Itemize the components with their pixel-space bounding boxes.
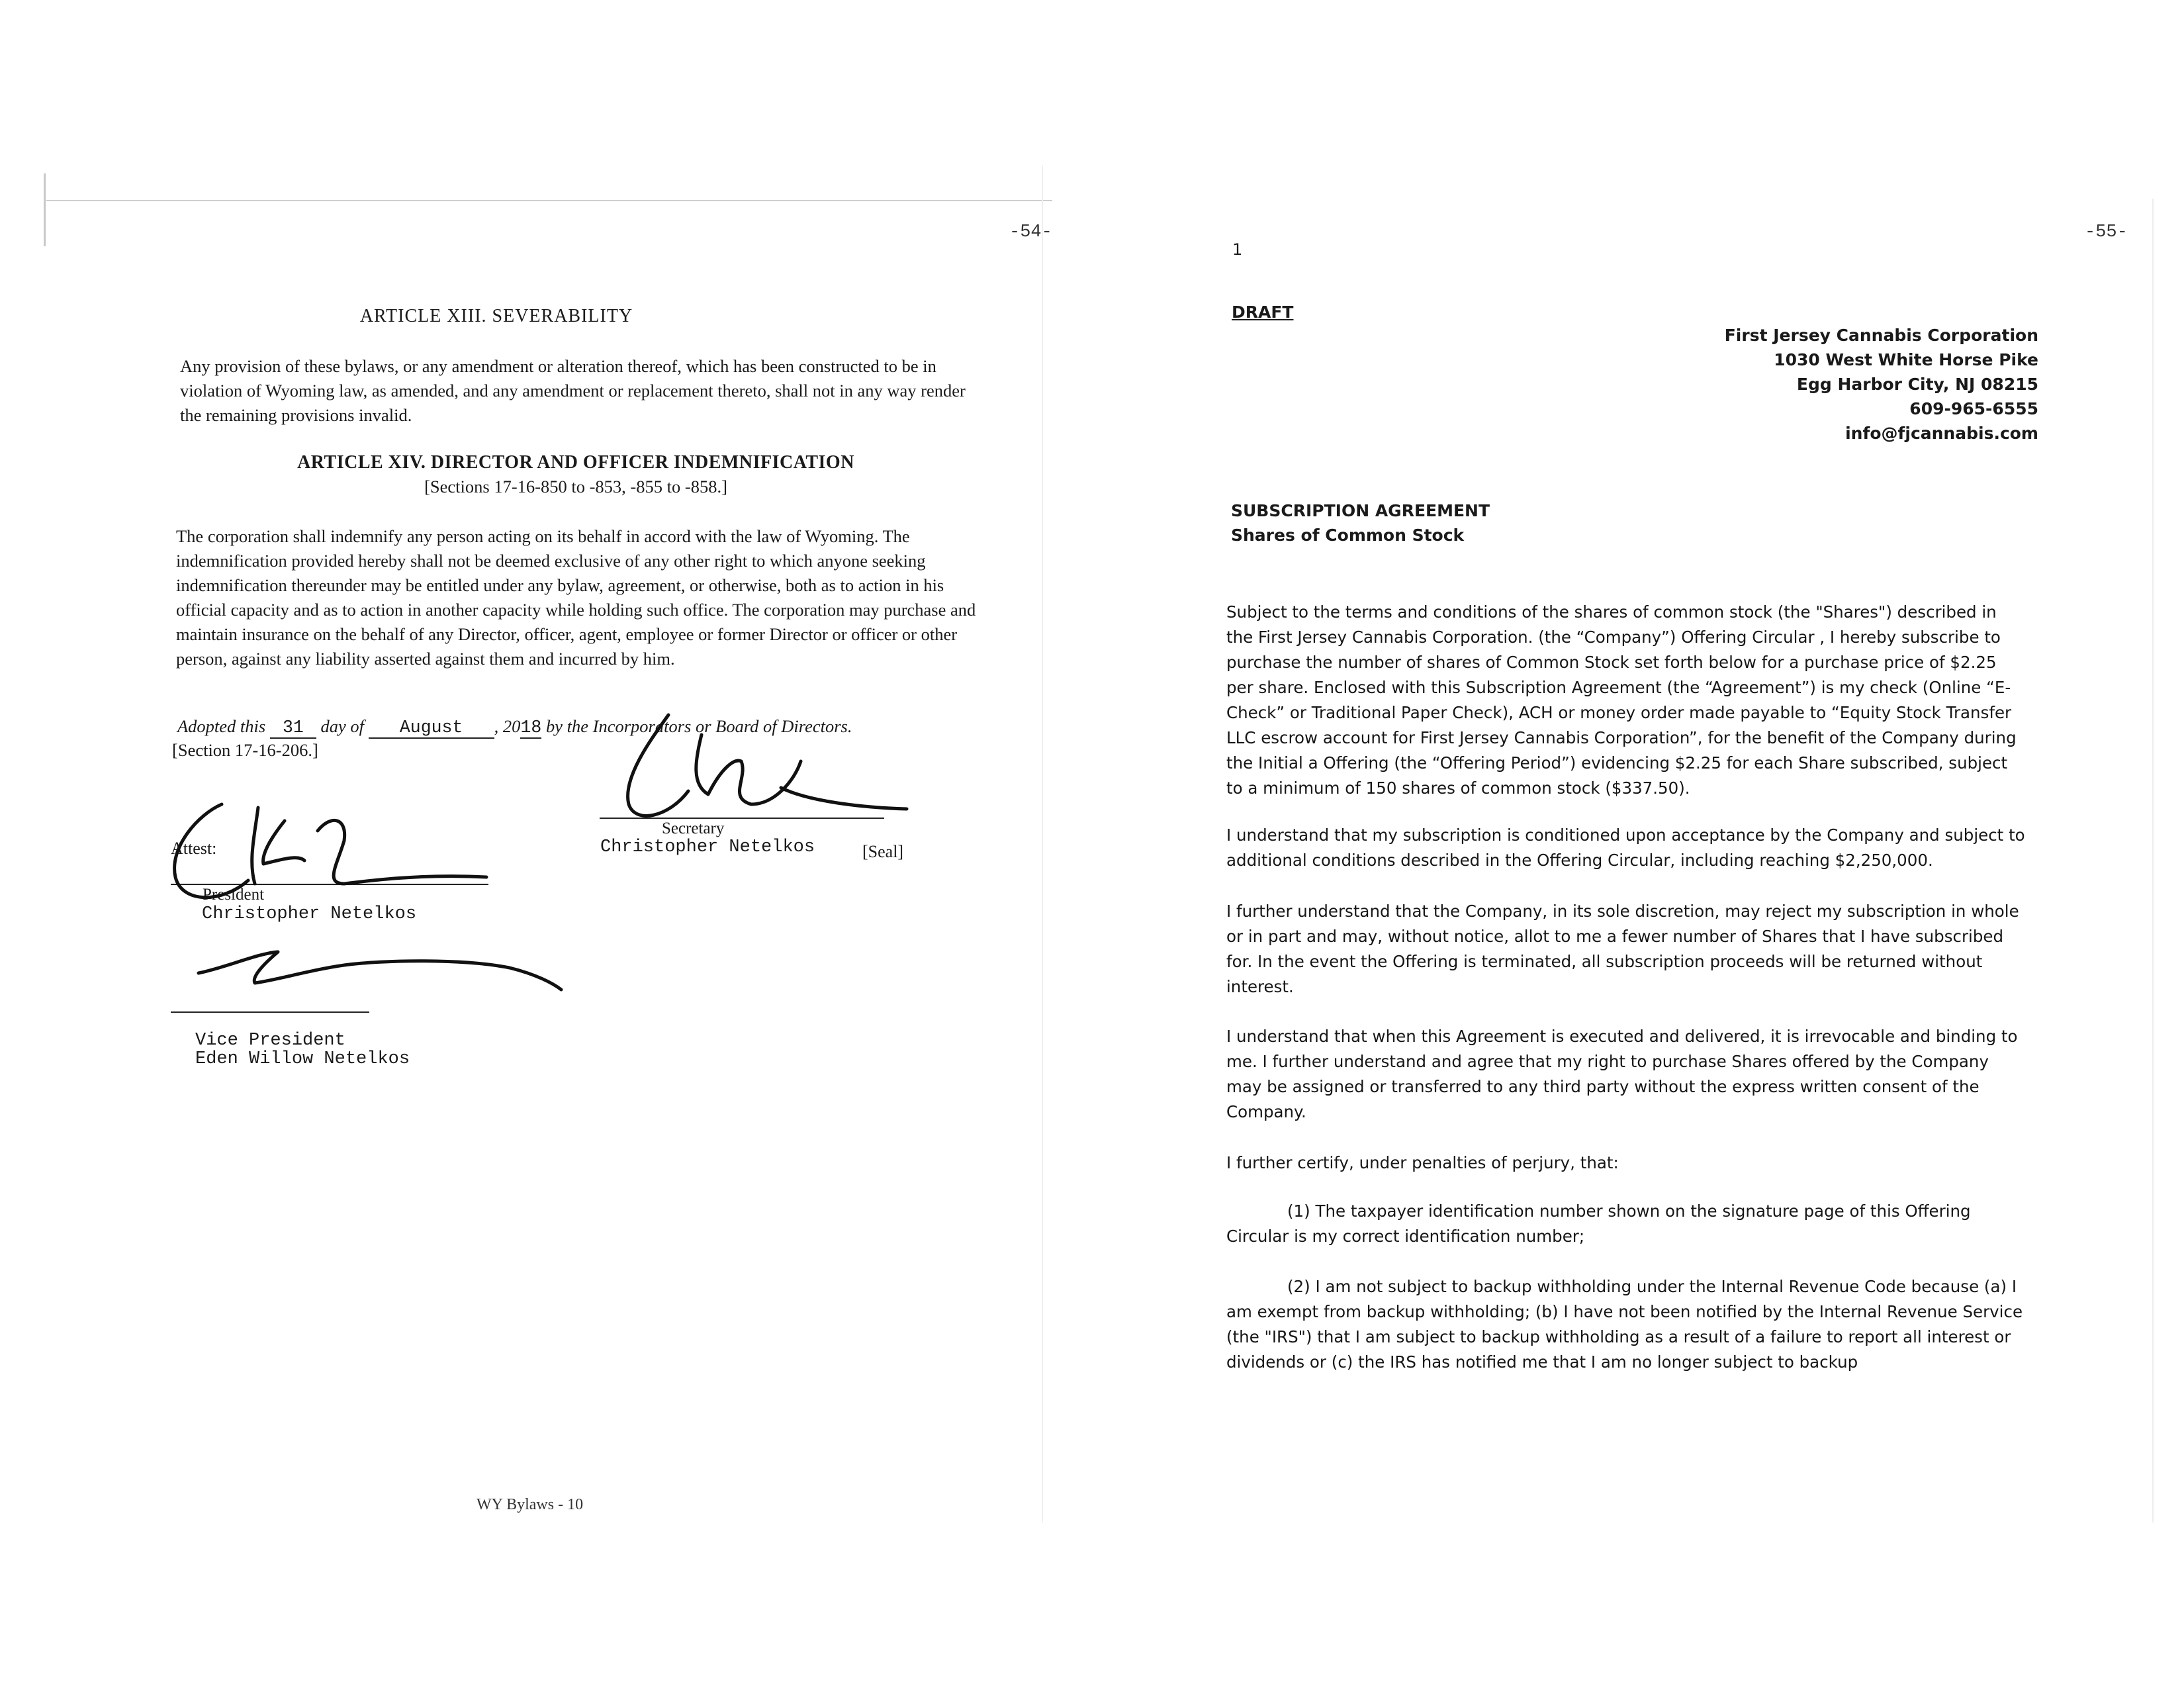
page-number-right: -55- xyxy=(2085,222,2128,242)
adoption-suffix: by the Incorporators or Board of Directors. xyxy=(545,716,852,736)
article-14-text: The corporation shall indemnify any person acting on its behalf in accord with the law of Wyoming. The indemnification provided hereby shall not be deemed exclusive of any other right to which anyone seeking indemnification thereunder may be entitled under any bylaw, agreement, or otherwise, both as to action in his official capacity and as to action in another capacity while holding such office. The corporation may purchase and maintain insurance on the behalf of any Director, officer, agent, employee or former Director or officer or other person, against any liability asserted against them and incurred by him. xyxy=(176,526,976,669)
seal-label: [Seal] xyxy=(862,842,904,861)
page-number: -54- xyxy=(1009,222,1052,242)
paragraph-tin: (1) The taxpayer identification number shown on the signature page of this Offering Circular is my correct identification number; xyxy=(1226,1201,1971,1246)
adoption-section: [Section 17-16-206.] xyxy=(172,740,318,760)
paragraph-terms: Subject to the terms and conditions of the shares of common stock (the "Shares") described in the First Jersey Cannabis Corporation. (the “Company”) Offering Circular , I hereby subscribe to purchase the number of shares of Common Stock set forth below for a purchase price of $2.25 per share. Enclosed with this Subscription Agreement (the “Agreement”) is my check (Online “E-Check” or Traditional Paper Check), ACH or money order made payable to “Equity Stock Transfer LLC escrow account for First Jersey Cannabis Corporation”, for the benefit of the Company during the Initial a Offering (the “Offering Period”) evidencing $2.25 for each Share subscribed, subject to a minimum of 150 shares of common stock ($337.50). xyxy=(1226,602,2017,798)
adoption-day: 31 xyxy=(270,718,316,739)
paragraph-rejection: I further understand that the Company, in its sole discretion, may reject my subscription in whole or in part and may, without notice, allot to me a fewer number of Shares that I have subscribed for. In the event the Offering is terminated, all subscription proceeds will be returned without interest. xyxy=(1226,902,2019,996)
company-street: 1030 West White Horse Pike xyxy=(1774,350,2038,369)
adoption-year: 18 xyxy=(520,718,542,737)
secretary-role: Secretary xyxy=(662,820,725,837)
doc-page-number: 1 xyxy=(1232,240,1243,259)
footer: WY Bylaws - 10 xyxy=(477,1496,584,1513)
paragraph-irrevocable: I understand that when this Agreement is executed and delivered, it is irrevocable and binding to me. I further understand and agree that my right to purchase Shares offered by the Company may be assigned or transferred to any third party without the express written consent of the Company. xyxy=(1226,1027,2018,1121)
company-phone: 609-965-6555 xyxy=(1909,399,2038,418)
paragraph-conditions: I understand that my subscription is conditioned upon acceptance by the Company and subject to additional conditions described in the Offering Circular, including reaching $2,250,000. xyxy=(1226,825,2025,870)
adoption-prefix: Adopted this xyxy=(177,716,266,736)
paragraph-certify: I further certify, under penalties of perjury, that: xyxy=(1226,1153,1619,1172)
scan-edge-right-page xyxy=(2152,199,2154,1523)
adoption-month: August xyxy=(369,718,494,739)
article-14-subheading: [Sections 17-16-850 to -853, -855 to -858.] xyxy=(424,477,727,496)
company-name: First Jersey Cannabis Corporation xyxy=(1724,326,2038,345)
paragraph-backup: (2) I am not subject to backup withholding under the Internal Revenue Code because (a) I am exempt from backup withholding; (b) I have not been notified by the Internal Revenue Service (the "IRS") that I am subject to backup withholding as a result of a failure to report all interest or dividends or (c) the IRS has notified me that I am no longer subject to backup xyxy=(1226,1277,2023,1372)
vp-name: Eden Willow Netelkos xyxy=(195,1049,410,1069)
draft-label: DRAFT xyxy=(1232,303,1294,322)
agreement-title: SUBSCRIPTION AGREEMENT xyxy=(1231,501,1490,520)
article-13-text: Any provision of these bylaws, or any amendment or alteration thereof, which has been constructed to be in violation of Wyoming law, as amended, and any amendment or replacement thereto, shall not in any way render the remaining provisions invalid. xyxy=(180,356,966,425)
vp-role: Vice President xyxy=(195,1031,345,1051)
president-role: President xyxy=(203,886,265,904)
article-13-heading: ARTICLE XIII. SEVERABILITY xyxy=(359,306,633,326)
secretary-name: Christopher Netelkos xyxy=(600,837,815,857)
agreement-subtitle: Shares of Common Stock xyxy=(1231,526,1465,545)
company-address xyxy=(1641,323,2038,445)
attest-label: Attest: xyxy=(171,839,217,858)
company-email: info@fjcannabis.com xyxy=(1845,424,2038,443)
president-name: Christopher Netelkos xyxy=(202,904,417,924)
adoption-year-prefix: , 20 xyxy=(494,716,521,736)
company-city: Egg Harbor City, NJ 08215 xyxy=(1796,375,2038,394)
adoption-day-of: day of xyxy=(320,716,364,736)
article-14-heading: ARTICLE XIV. DIRECTOR AND OFFICER INDEMNIFICATION xyxy=(297,452,854,473)
